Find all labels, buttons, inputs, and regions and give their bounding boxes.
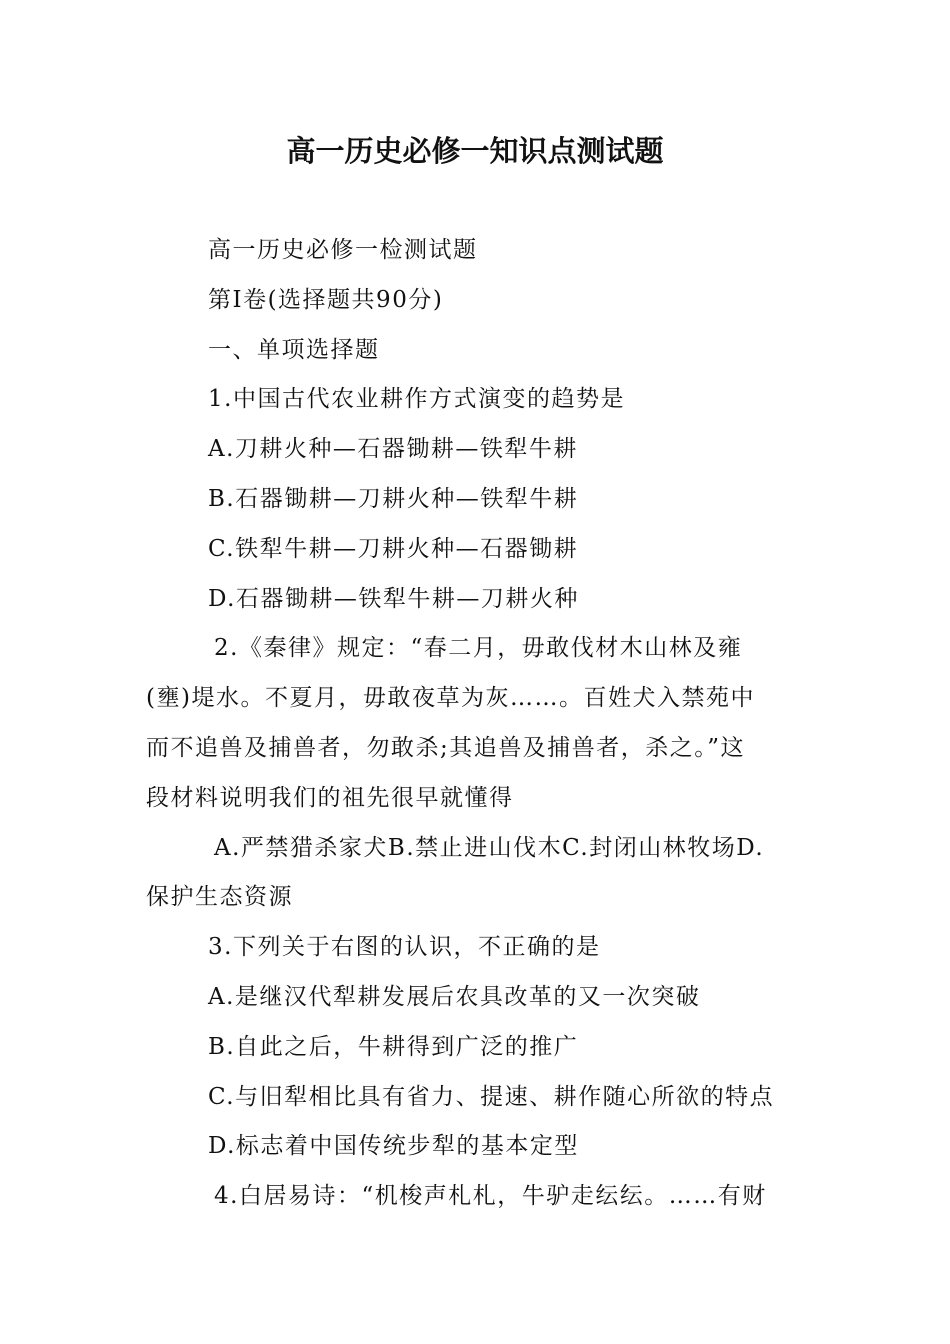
- question-1-option-c: C.铁犁牛耕—刀耕火种—石器锄耕: [208, 535, 579, 562]
- question-3: 3.下列关于右图的认识，不正确的是: [208, 934, 601, 961]
- part-heading: 一、单项选择题: [208, 336, 380, 363]
- question-1: 1.中国古代农业耕作方式演变的趋势是: [208, 386, 625, 413]
- question-2-line-2: (壅)堤水。不夏月，毋敢夜草为灰……。百姓犬入禁苑中: [146, 685, 755, 712]
- question-1-option-d: D.石器锄耕—铁犁牛耕—刀耕火种: [208, 585, 579, 612]
- question-3-option-c: C.与旧犁相比具有省力、提速、耕作随心所欲的特点: [208, 1083, 775, 1110]
- question-1-option-a: A.刀耕火种—石器锄耕—铁犁牛耕: [208, 436, 578, 463]
- document-body: [146, 226, 806, 1222]
- section-heading: 高一历史必修一检测试题: [208, 237, 478, 263]
- question-2-line-3: 而不追兽及捕兽者，勿敢杀;其追兽及捕兽者，杀之。”这: [146, 734, 746, 761]
- question-2-line-4: 段材料说明我们的祖先很早就懂得: [146, 784, 514, 811]
- volume-heading: 第Ⅰ卷(选择题共90分): [208, 286, 444, 313]
- question-3-option-a: A.是继汉代犁耕发展后农具改革的又一次突破: [208, 983, 701, 1010]
- question-4: 4.白居易诗：“机梭声札札，牛驴走纭纭。……有财: [214, 1183, 767, 1210]
- question-2-options-cont: 保护生态资源: [146, 884, 293, 911]
- question-3-option-d: D.标志着中国传统步犁的基本定型: [208, 1133, 579, 1160]
- question-2-options: A.严禁猎杀家犬B.禁止进山伐木C.封闭山林牧场D.: [214, 834, 765, 861]
- question-2-line-1: 2.《秦律》规定：“春二月，毋敢伐材木山林及雍: [214, 635, 743, 662]
- question-3-option-b: B.自此之后，牛耕得到广泛的推广: [208, 1033, 579, 1060]
- document-title: 高一历史必修一知识点测试题: [286, 134, 664, 168]
- question-1-option-b: B.石器锄耕—刀耕火种—铁犁牛耕: [208, 485, 579, 512]
